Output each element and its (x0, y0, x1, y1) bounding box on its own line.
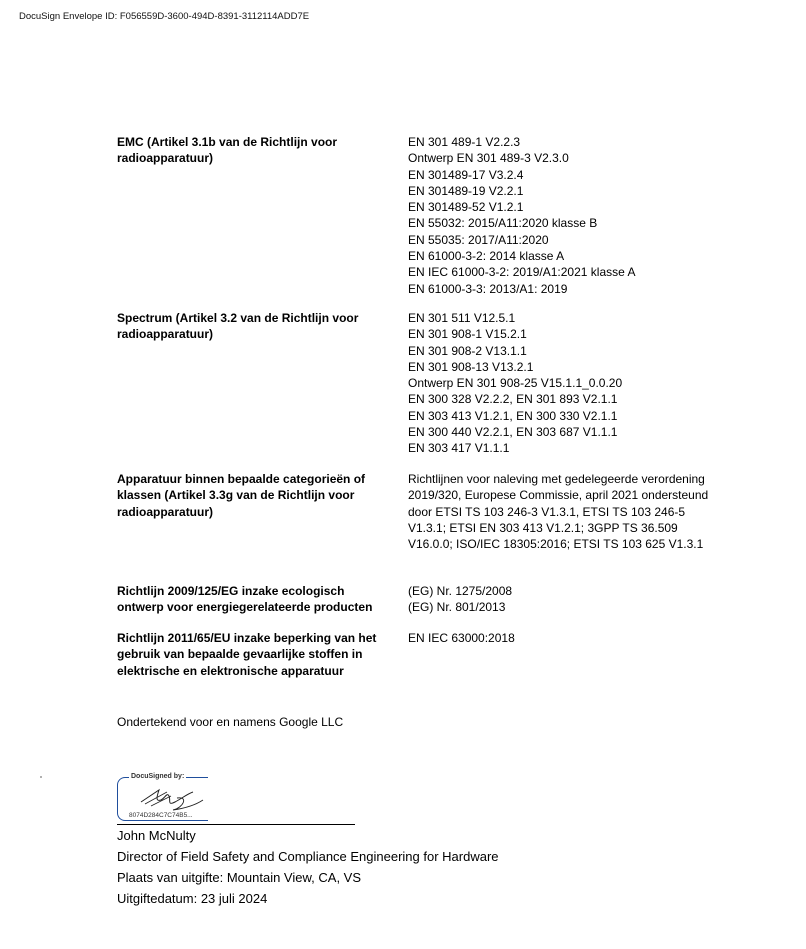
signer-name: John McNulty (117, 828, 196, 843)
section-values (408, 630, 728, 646)
section-label: Spectrum (Artikel 3.2 van de Richtlijn voor radioapparatuur) (117, 311, 359, 342)
regulation-item: (EG) Nr. 1275/2008 (408, 584, 513, 598)
standard-item: Ontwerp EN 301 489-3 V2.3.0 (408, 151, 569, 166)
section-label: Richtlijn 2009/125/EG inzake ecologisch ontwerp voor energiegerelateerde producten (117, 584, 373, 615)
stray-mark (40, 776, 42, 778)
standard-item: EN 300 328 V2.2.2, EN 301 893 V2.1.1 (408, 392, 618, 407)
standard-item: EN 301 489-1 V2.2.3 (408, 135, 521, 149)
docusign-signature-block (117, 772, 357, 828)
standard-item: EN 300 440 V2.2.1, EN 303 687 V1.1.1 (408, 425, 618, 440)
section-values (408, 134, 728, 297)
standard-item: EN 301489-19 V2.2.1 (408, 183, 524, 198)
signer-title: Director of Field Safety and Compliance Engineering for Hardware (117, 849, 499, 864)
standard-item: EN 303 413 V1.2.1, EN 300 330 V2.1.1 (408, 408, 618, 423)
regulation-item: (EG) Nr. 801/2013 (408, 600, 506, 615)
standard-item: EN 55035: 2017/A11:2020 (408, 232, 549, 247)
standard-item: EN 303 417 V1.1.1 (408, 441, 510, 456)
signed-on-behalf: Ondertekend voor en namens Google LLC (117, 715, 344, 729)
standard-item: EN 301489-52 V1.2.1 (408, 200, 524, 215)
standard-item: EN 301 908-2 V13.1.1 (408, 343, 527, 358)
standard-item: EN 61000-3-2: 2014 klasse A (408, 249, 565, 264)
standard-item: EN IEC 61000-3-2: 2019/A1:2021 klasse A (408, 265, 636, 280)
section-label: Richtlijn 2011/65/EU inzake beperking van het gebruik van bepaalde gevaarlijke stoffen in elektrische en elektronische apparatuur (117, 631, 377, 678)
standard-item: EN 301 511 V12.5.1 (408, 311, 516, 325)
standard-item: EN 61000-3-3: 2013/A1: 2019 (408, 281, 568, 296)
guideline-text: Richtlijnen voor naleving met gedelegeerde verordening 2019/320, Europese Commissie, april 2021 ondersteund door ETSI TS 103 246-3 V1.3.1, ETSI TS 103 246-5 V1.3.1; ETSI EN 303 413 V1.2.1; 3GPP TS 36.509 V16.0.0; ISO/IEC 18305:2016; ETSI TS 103 625 V1.3.1 (408, 472, 709, 552)
docusigned-by-label: DocuSigned by: (131, 773, 185, 780)
envelope-id: DocuSign Envelope ID: F056559D-3600-494D-8391-3112114ADD7E (19, 11, 310, 22)
issue-date: Uitgiftedatum: 23 juli 2024 (117, 891, 268, 906)
standard-item: EN 301 908-1 V15.2.1 (408, 327, 527, 342)
section-values (408, 583, 728, 616)
issue-place: Plaats van uitgifte: Mountain View, CA, VS (117, 870, 362, 885)
section-values (408, 310, 728, 457)
section-values (408, 471, 720, 552)
section-label: EMC (Artikel 3.1b van de Richtlijn voor radioapparatuur) (117, 135, 338, 166)
standard-item: EN IEC 63000:2018 (408, 631, 515, 645)
signature-line (117, 824, 355, 825)
signature-image (137, 780, 207, 816)
section-label: Apparatuur binnen bepaalde categorieën of klassen (Artikel 3.3g van de Richtlijn voor radioapparatuur) (117, 472, 366, 519)
signature-id: 8074D284C7C74B5... (129, 812, 193, 819)
standard-item: Ontwerp EN 301 908-25 V15.1.1_0.0.20 (408, 376, 623, 391)
standard-item: EN 55032: 2015/A11:2020 klasse B (408, 216, 598, 231)
standard-item: EN 301489-17 V3.2.4 (408, 167, 524, 182)
standard-item: EN 301 908-13 V13.2.1 (408, 359, 534, 374)
